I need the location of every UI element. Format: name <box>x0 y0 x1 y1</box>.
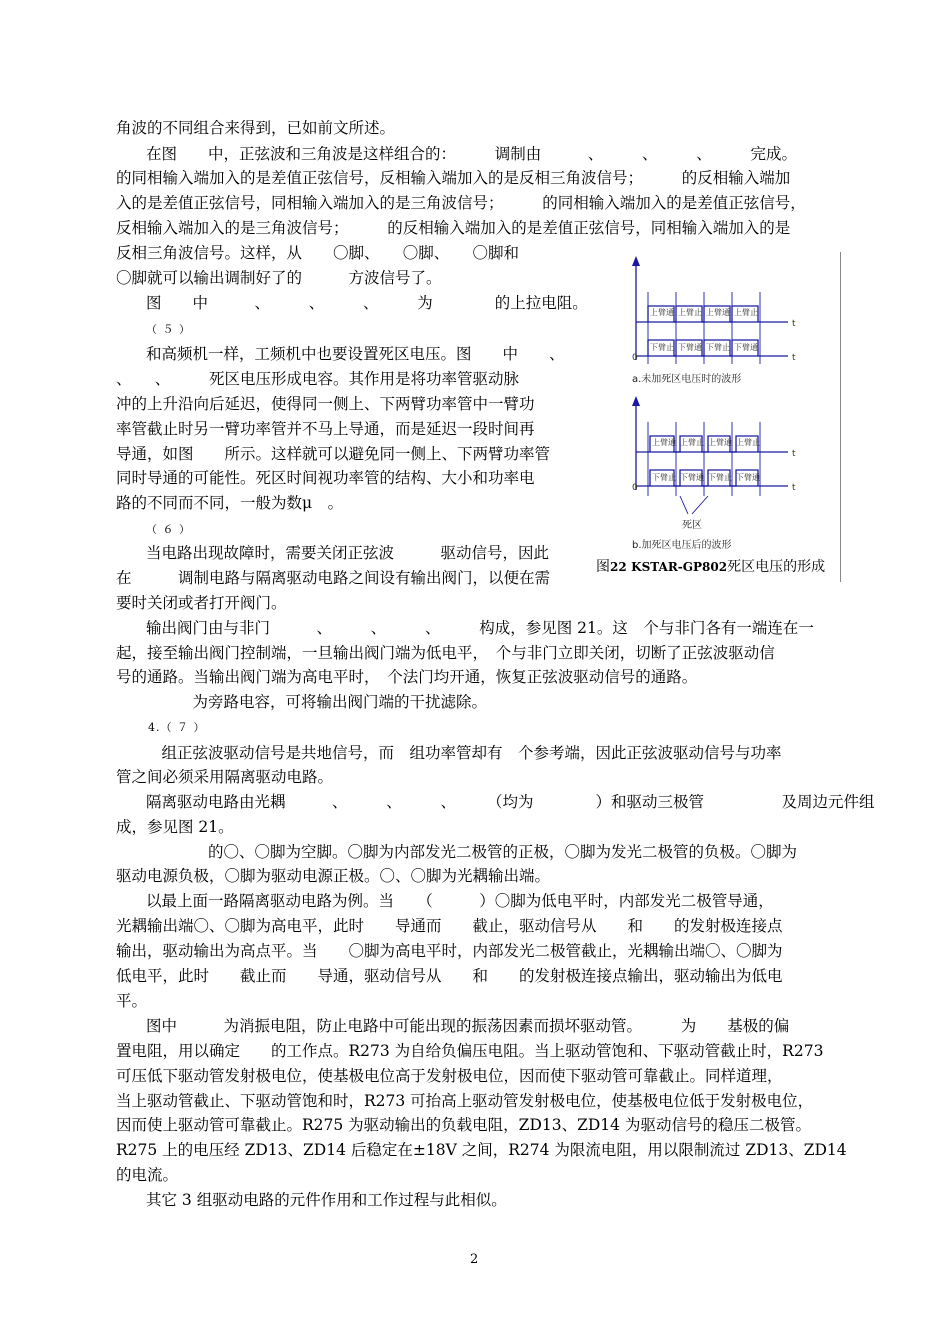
text-line: 同时导通的可能性。死区时间视功率管的结构、大小和功率电 <box>116 469 535 487</box>
text-line: 路的不同而不同，一般为数μ 。 <box>116 494 344 512</box>
text-line: 导通，如图 所示。这样就可以避免同一侧上、下两臂功率管 <box>116 445 551 463</box>
text-line: 的〇、〇脚为空脚。〇脚为内部发光二极管的正极，〇脚为发光二极管的负极。〇脚为 <box>146 843 798 861</box>
caption-a: a.未加死区电压时的波形 <box>632 374 742 385</box>
section-subheading: （ ５ ） <box>146 323 191 336</box>
section-subheading: （ ６ ） <box>146 523 191 536</box>
axis-zero-label: 0 <box>632 483 638 493</box>
axis-zero-label: 0 <box>632 353 638 363</box>
text-line: 输出，驱动输出为高点平。当 〇脚为高电平时，内部发光二极管截止，光耦输出端〇、〇脚为 <box>116 942 783 960</box>
text-line: 平。 <box>116 992 148 1010</box>
pulse-label: 上臂止 <box>678 308 702 317</box>
text-line: 、 、 死区电压形成电容。其作用是将功率管驱动脉 <box>116 370 520 388</box>
text-line: R275 上的电压经 ZD13、ZD14 后稳定在±18V 之间，R274 为限流电阻，用以限制流过 ZD13、ZD14 <box>116 1141 847 1159</box>
text-line: 管之间必须采用隔离驱动电路。 <box>116 768 334 786</box>
text-line: 置电阻，用以确定 的工作点。R273 为自给负偏压电阻。当上驱动管饱和、下驱动管截止时，R273 <box>116 1042 824 1060</box>
text-line: 和高频机一样，工频机中也要设置死区电压。图 中 、 <box>146 345 565 363</box>
pulse-label: 上臂通 <box>708 438 732 447</box>
pulse-label: 上臂通 <box>650 308 674 317</box>
text-line: 成，参见图 21。 <box>116 818 234 836</box>
text-line: 驱动电源负极，〇脚为驱动电源正极。〇、〇脚为光耦输出端。 <box>116 867 551 885</box>
pulse-label: 上臂止 <box>734 308 758 317</box>
caption-number: 22 <box>610 560 627 574</box>
text-line: 因而使上驱动管可靠截止。R275 为驱动输出的负载电阻，ZD13、ZD14 为驱动信号的稳压二极管。 <box>116 1116 811 1134</box>
text-line: 的同相输入端加入的是差值正弦信号，反相输入端加入的是反相三角波信号； 的反相输入端加 <box>116 169 791 187</box>
text-line: 反相输入端加入的是三角波信号； 的反相输入端加入的是差值正弦信号，同相输入端加入的是 <box>116 219 791 237</box>
axis-t-label: t <box>792 449 796 459</box>
text-line: 为旁路电容，可将输出阀门端的干扰滤除。 <box>146 693 488 711</box>
deadzone-label: 死区 <box>682 520 702 531</box>
text-line: 可压低下驱动管发射极电位，使基极电位高于发射极电位，因而使下驱动管可靠截止。同样道理， <box>116 1067 783 1085</box>
text-line: 低电平，此时 截止而 导通，驱动信号从 和 的发射极连接点输出，驱动输出为低电 <box>116 967 783 985</box>
axis-t-label: t <box>792 483 796 493</box>
axis-t-label: t <box>792 319 796 329</box>
caption-prefix: 图 <box>596 559 610 575</box>
text-line: 输出阀门由与非门 、 、 、 构成，参见图 21。这 个与非门各有一端连在一 <box>146 619 814 637</box>
pulse-label: 上臂止 <box>736 438 760 447</box>
pulse-label: 下臂止 <box>708 473 732 482</box>
pulse-label: 上臂止 <box>680 438 704 447</box>
axis-t-label: t <box>792 353 796 363</box>
caption-title: 死区电压的形成 <box>727 559 826 575</box>
text-line: 当上驱动管截止、下驱动管饱和时，R273 可抬高上驱动管发射极电位，使基极电位低于发射极电位， <box>116 1092 814 1110</box>
text-line: 的电流。 <box>116 1166 179 1184</box>
text-line: 率管截止时另一臂功率管并不马上导通，而是延迟一段时间再 <box>116 420 535 438</box>
pulse-label: 下臂通 <box>678 343 702 352</box>
text-line: 其它 3 组驱动电路的元件作用和工作过程与此相似。 <box>146 1191 507 1209</box>
page-number: 2 <box>470 1252 479 1267</box>
text-line: 起，接至输出阀门控制端，一旦输出阀门端为低电平， 个与非门立即关闭，切断了正弦波驱动信 <box>116 644 775 662</box>
text-line: 冲的上升沿向后延迟，使得同一侧上、下两臂功率管中一臂功 <box>116 395 535 413</box>
pulse-label: 下臂通 <box>734 343 758 352</box>
text-line: 反相三角波信号。这样，从 〇脚、 〇脚、 〇脚和 <box>116 244 520 262</box>
text-line: 以最上面一路隔离驱动电路为例。当 （ ）〇脚为低电平时，内部发光二极管导通， <box>146 892 774 910</box>
figure-caption <box>596 556 825 576</box>
caption-model: KSTAR-GP802 <box>631 560 728 574</box>
pulse-label: 上臂通 <box>706 308 730 317</box>
deadzone-waveform-diagram <box>588 252 840 582</box>
text-line: 光耦输出端〇、〇脚为高电平，此时 导通而 截止，驱动信号从 和 的发射极连接点 <box>116 917 783 935</box>
pulse-label: 下臂通 <box>680 473 704 482</box>
pulse-label: 下臂止 <box>706 343 730 352</box>
text-line: 隔离驱动电路由光耦 、 、 、 （均为 ）和驱动三极管 及周边元件组 <box>146 793 875 811</box>
text-line: 图中 为消振电阻，防止电路中可能出现的振荡因素而损坏驱动管。 为 基极的偏 <box>146 1017 790 1035</box>
text-line: 组正弦波驱动信号是共地信号，而 组功率管却有 个参考端，因此正弦波驱动信号与功率 <box>146 744 782 762</box>
text-line: 〇脚就可以输出调制好了的 方波信号了。 <box>116 269 442 287</box>
text-line: 角波的不同组合来得到，已如前文所述。 <box>116 119 396 137</box>
text-line: 号的通路。当输出阀门端为高电平时， 个法门均开通，恢复正弦波驱动信号的通路。 <box>116 668 698 686</box>
text-line: 在 调制电路与隔离驱动电路之间设有输出阀门，以便在需 <box>116 569 551 587</box>
pulse-label: 下臂通 <box>736 473 760 482</box>
text-line: 当电路出现故障时，需要关闭正弦波 驱动信号，因此 <box>146 544 550 562</box>
pulse-label: 下臂止 <box>652 473 676 482</box>
text-line: 入的是差值正弦信号，同相输入端加入的是三角波信号； 的同相输入端加入的是差值正弦信号， <box>116 194 806 212</box>
text-line: 图 中 、 、 、 为 的上拉电阻。 <box>146 294 588 312</box>
deadzone-figure <box>588 252 841 582</box>
text-line: 在图 中，正弦波和三角波是这样组合的： 调制由 、 、 、 完成。 <box>146 145 798 163</box>
pulse-label: 下臂止 <box>650 343 674 352</box>
text-line: 要时关闭或者打开阀门。 <box>116 594 287 612</box>
caption-b: b.加死区电压后的波形 <box>632 540 732 551</box>
section-subheading: 4.（ ７ ） <box>148 721 206 734</box>
pulse-label: 上臂通 <box>652 438 676 447</box>
